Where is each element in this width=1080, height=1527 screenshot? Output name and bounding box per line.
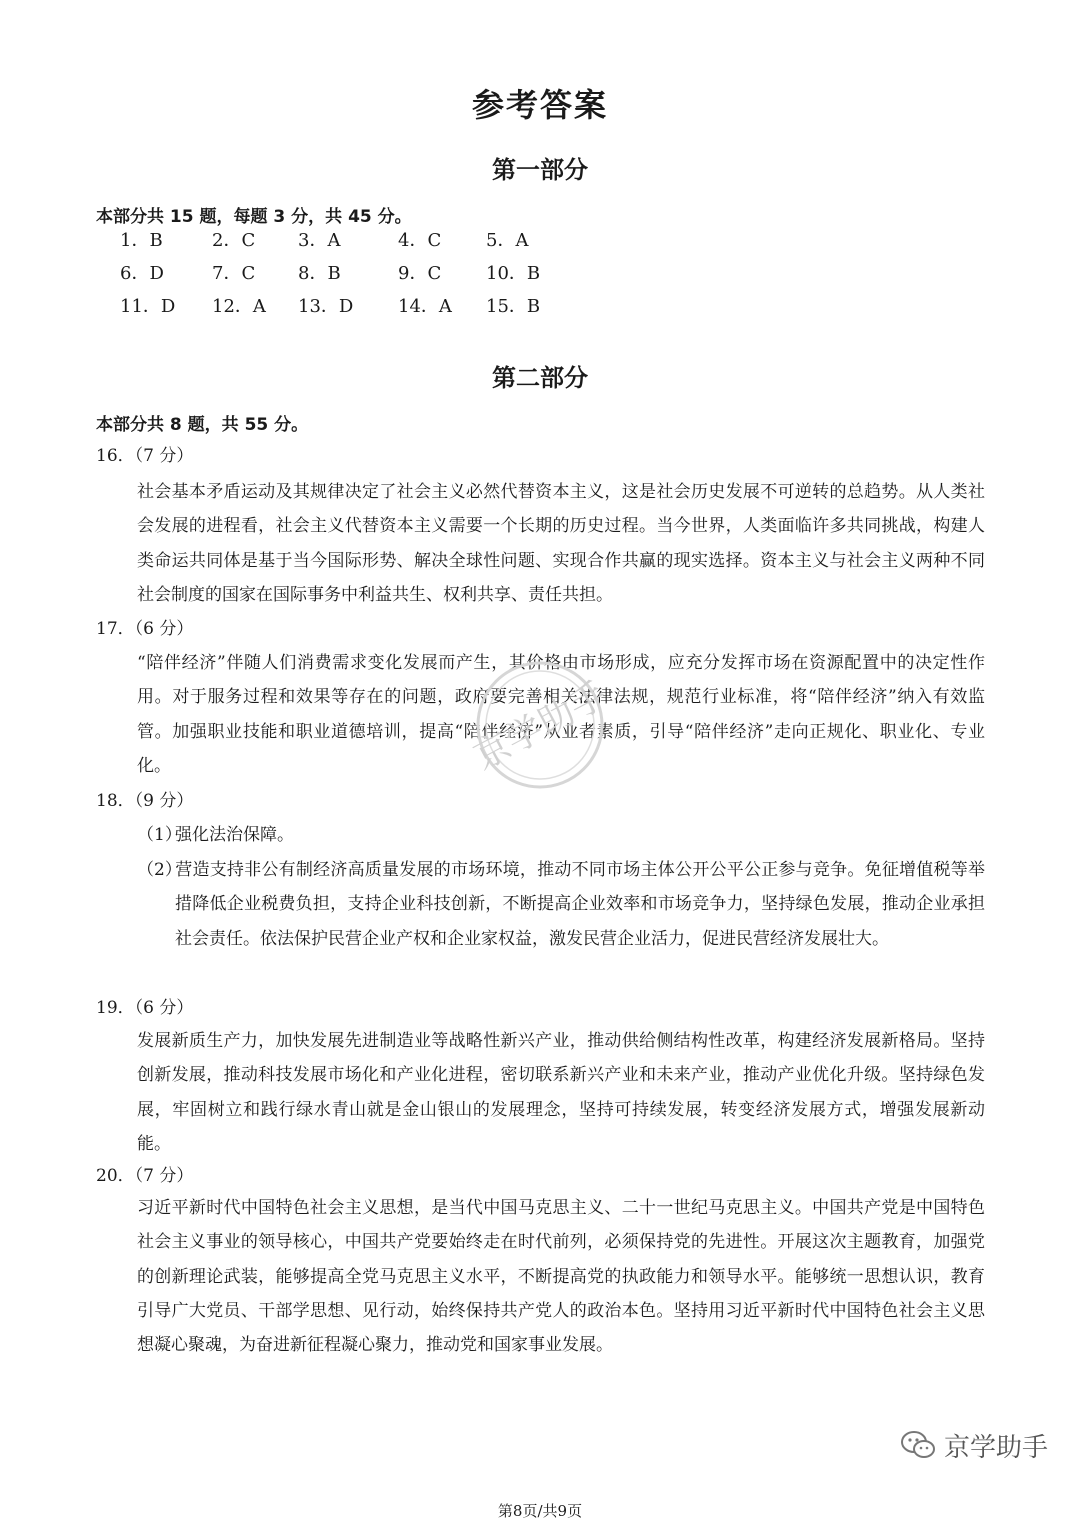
answer-choice: A xyxy=(438,296,452,317)
answer-choice: C xyxy=(427,263,442,284)
page-title: 参考答案 xyxy=(471,86,608,124)
answer-choice: D xyxy=(338,296,354,317)
answer-choice: B xyxy=(526,296,541,317)
answer-item xyxy=(486,296,576,318)
answer-item xyxy=(212,263,298,285)
answer-number: 10． xyxy=(486,263,527,284)
answer-item xyxy=(298,263,398,285)
part2-intro: 本部分共 8 题，共 55 分。 xyxy=(96,415,309,435)
question-18-heading: 18．（9 分） xyxy=(96,791,194,811)
answer-number: 5． xyxy=(486,230,516,251)
answer-number: 3． xyxy=(298,230,328,251)
answer-number: 8． xyxy=(298,263,328,284)
answer-number: 2． xyxy=(212,230,242,251)
page-footer: 第8页/共9页 xyxy=(497,1502,583,1520)
part1-intro: 本部分共 15 题，每题 3 分，共 45 分。 xyxy=(96,207,412,227)
answer-choice: A xyxy=(252,296,266,317)
answer-choice: C xyxy=(241,230,256,251)
watermark-circle-icon xyxy=(440,650,640,800)
question-20-answer: 习近平新时代中国特色社会主义思想，是当代中国马克思主义、二十一世纪马克思主义。中国共产党是中国特色社会主义事业的领导核心，中国共产党要始终走在时代前列，必须保持党的先进性。开展这次主题教育，加强党的创新理论武装，能够提高全党马克思主义水平，不断提高党的执政能力和领导水平。能够统一思想认识，教育引导广大党员、干部学思想、见行动，始终保持共产党人的政治本色。坚持用习近平新时代中国特色社会主义思想凝心聚魂，为奋进新征程凝心聚力，推动党和国家事业发展。 xyxy=(137,1198,985,1356)
answer-choice: C xyxy=(241,263,256,284)
question-16-answer: 社会基本矛盾运动及其规律决定了社会主义必然代替资本主义，这是社会历史发展不可逆转的总趋势。从人类社会发展的进程看，社会主义代替资本主义需要一个长期的历史过程。当今世界，人类面临许多共同挑战，构建人类命运共同体是基于当今国际形势、解决全球性问题、实现合作共赢的现实选择。资本主义与社会主义两种不同社会制度的国家在国际事务中利益共生、权利共享、责任共担。 xyxy=(137,482,985,605)
answer-item xyxy=(120,230,212,252)
answer-number: 7． xyxy=(212,263,242,284)
answer-number: 4． xyxy=(398,230,428,251)
answer-item xyxy=(298,230,398,252)
answer-choice: D xyxy=(160,296,176,317)
answer-number: 9． xyxy=(398,263,428,284)
answer-item xyxy=(120,263,212,285)
answer-choice: C xyxy=(427,230,442,251)
sub-2-text: 营造支持非公有制经济高质量发展的市场环境，推动不同市场主体公开公平公正参与竞争。免征增值税等举措降低企业税费负担，支持企业科技创新，不断提高企业效率和市场竞争力，坚持绿色发展，推动企业承担社会责任。依法保护民营企业产权和企业家权益，激发民营企业活力，促进民营经济发展壮大。 xyxy=(175,860,985,949)
answer-item xyxy=(120,296,212,318)
answer-item xyxy=(398,230,486,252)
answer-choice: D xyxy=(149,263,164,284)
answer-grid xyxy=(120,230,620,318)
answer-number: 12． xyxy=(212,296,253,317)
brand-watermark-text: 京学助手 xyxy=(944,1432,1049,1463)
sub-1-marker: （1） xyxy=(137,825,182,845)
answer-number: 14． xyxy=(398,296,439,317)
wechat-icon xyxy=(900,1429,936,1461)
question-18-sub-2 xyxy=(137,853,985,956)
answer-number: 6． xyxy=(120,263,150,284)
answer-choice: A xyxy=(327,230,341,251)
question-17-answer: “陪伴经济”伴随人们消费需求变化发展而产生，其价格由市场形成，应充分发挥市场在资源配置中的决定性作用。对于服务过程和效果等存在的问题，政府要完善相关法律法规，规范行业标准，将“陪伴经济”纳入有效监管。加强职业技能和职业道德培训，提高“陪伴经济”从业者素质，引导“陪伴经济”走向正规化、职业化、专业化。 xyxy=(137,653,985,776)
sub-1-text: 强化法治保障。 xyxy=(175,825,294,845)
answer-item xyxy=(398,296,486,318)
answer-choice: B xyxy=(526,263,541,284)
answer-number: 1． xyxy=(120,230,150,251)
brand-watermark xyxy=(900,1425,1048,1465)
answer-choice: B xyxy=(327,263,341,284)
answer-choice: B xyxy=(149,230,163,251)
answer-item xyxy=(398,263,486,285)
answer-item xyxy=(486,263,576,285)
sub-2-marker: （2） xyxy=(137,860,182,880)
answer-item xyxy=(212,296,298,318)
answer-item xyxy=(212,230,298,252)
answer-number: 15． xyxy=(486,296,527,317)
answer-item xyxy=(486,230,576,252)
question-19-heading: 19．（6 分） xyxy=(96,998,194,1018)
part2-heading: 第二部分 xyxy=(492,364,588,392)
question-16-heading: 16．（7 分） xyxy=(96,446,194,466)
part1-heading: 第一部分 xyxy=(492,156,588,184)
answer-choice: A xyxy=(515,230,529,251)
question-19-answer: 发展新质生产力，加快发展先进制造业等战略性新兴产业，推动供给侧结构性改革，构建经济发展新格局。坚持创新发展，推动科技发展市场化和产业化进程，密切联系新兴产业和未来产业，推动产业优化升级。坚持绿色发展，牢固树立和践行绿水青山就是金山银山的发展理念，坚持可持续发展，转变经济发展方式，增强发展新动能。 xyxy=(137,1031,985,1154)
watermark-stamp xyxy=(440,650,640,800)
question-18-sub-1 xyxy=(137,818,985,852)
question-20-heading: 20．（7 分） xyxy=(96,1166,194,1186)
answer-item xyxy=(298,296,398,318)
watermark-text: 京学助手 xyxy=(467,674,614,779)
question-17-heading: 17．（6 分） xyxy=(96,619,194,639)
answer-number: 11． xyxy=(120,296,161,317)
answer-number: 13． xyxy=(298,296,339,317)
